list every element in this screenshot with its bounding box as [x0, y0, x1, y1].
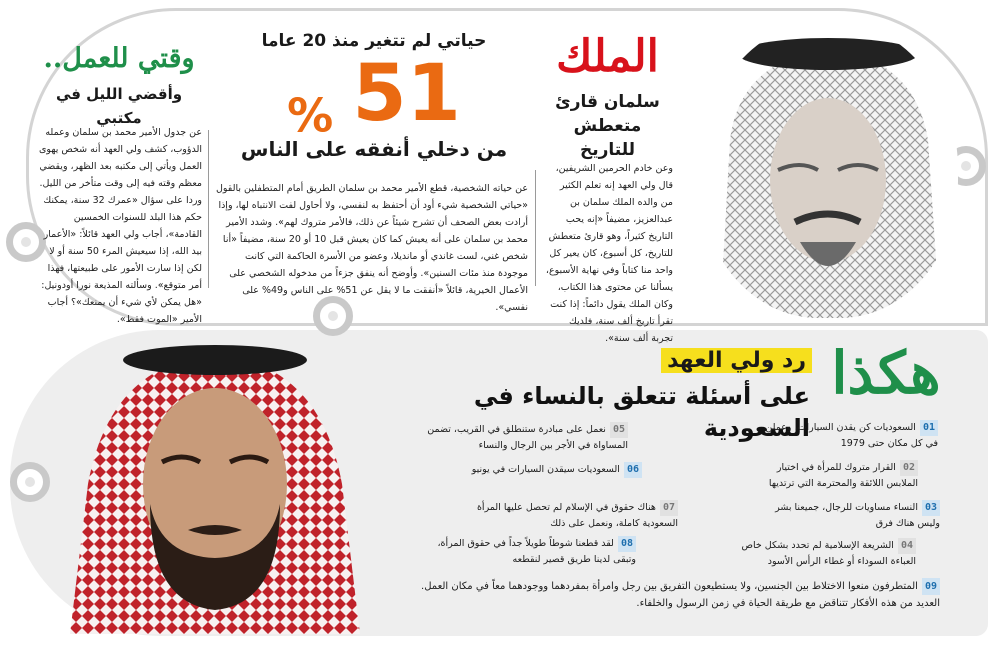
item-text: الشريعة الإسلامية لم تحدد بشكل خاص العباءة السوداء أو غطاء الرأس الأسود	[741, 540, 916, 567]
item-number: 06	[624, 462, 642, 478]
list-item	[470, 462, 642, 478]
column-divider	[535, 170, 536, 286]
lower-left-knob-ornament	[10, 462, 50, 502]
column-divider	[208, 130, 209, 288]
list-item	[412, 422, 628, 454]
item-number: 07	[660, 500, 678, 516]
item-text: نعمل على مبادرة ستنطلق في القريب، تضمن المساواة في الأجر بين الرجال والنساء	[427, 424, 628, 451]
item-number: 02	[900, 460, 918, 476]
item-text: القرار متروك للمرأة في اختيار الملابس اللائقة والمحترمة التي ترتديها	[768, 462, 918, 489]
prince-tag-wrap	[622, 346, 812, 376]
item-number: 08	[618, 536, 636, 552]
king-subheadline-1: سلمان قارئ	[555, 92, 660, 112]
king-body-text: وعن خادم الحرمين الشريفين، قال ولي العهد إنه تعلم الكثير من والده الملك سلمان بن عبدالعزيز، مضيفاً «إنه يحب التاريخ كثيراً، وهو قارئ متعطش للتاريخ، كل أسبوع، كان يعير كل واحد منا كتاباً وفي نهاية الأسبوع، يسألنا عن محتوى هذا الكتاب، وكان الملك يقول دائماً: إذا كنت تقرأ تاريخ ألف سنة، فلديك تجربة ألف سنة».	[545, 163, 673, 344]
king-subheadline-2: متعطش للتاريخ	[573, 116, 642, 160]
income-number: 51	[352, 49, 461, 139]
list-item	[752, 500, 940, 532]
item-text: السعوديات كن يقدن السيارات، وعملن في كل مكان حتى 1979	[765, 422, 938, 449]
prince-headline: على أسئلة تتعلق بالنساء في السعودية	[473, 382, 810, 442]
income-kicker: حياتي لم تتغير منذ 20 عاما	[261, 31, 487, 51]
item-text: النساء مساويات للرجال، جميعنا بشر وليس هناك فرق	[775, 502, 940, 529]
income-headline: من دخلي أنفقه على الناس	[240, 137, 508, 161]
prince-tag: رد ولي العهد	[661, 348, 812, 373]
prince-big-word: هكذا	[831, 339, 941, 407]
crown-prince-portrait	[70, 334, 360, 634]
work-body-text: عن جدول الأمير محمد بن سلمان وعمله الدؤوب، كشف ولي العهد أنه شخص يهوى العمل ويأتي إلى مكتبه بعد الظهر، ويقضي معظم وقته فيه إلى وقت متأخر من الليل. وردا على سؤال «عمرك 32 سنة، يمكنك حكم هذا البلد للسنوات الخمسين القادمة»، أجاب ولي العهد قائلاً: «الأعمار بيد الله، إذا سيعيش المرء 50 سنة أو لا لكن إذا سارت الأمور على طبيعتها، فهذا أمر متوقع». وسألته المذيعة نورا أودونيل: «هل يمكن لأي شيء أن يمنعك»؟ أجاب الأمير «الموت فقط».	[38, 127, 202, 325]
item-text: السعوديات سيقدن السيارات في يونيو	[471, 464, 620, 475]
work-headline: وقتي للعمل..	[43, 43, 195, 74]
income-section	[216, 28, 532, 164]
item-number: 09	[922, 578, 940, 595]
list-item	[752, 460, 918, 492]
work-subheadline: وأقضي الليل في مكتبي	[55, 85, 183, 127]
list-item	[450, 500, 678, 532]
list-item	[404, 578, 940, 612]
item-text: المتطرفون منعوا الاختلاط بين الجنسين، ولا يستطيعون التفريق بين رجل وامرأة بمفردهما ووجودهما معاً في مكان العمل. العديد من هذه الأفكار تتناقض مع طريقة الحياة في زمن الرسول والخلفاء.	[421, 581, 940, 609]
list-item	[740, 538, 916, 570]
list-item	[752, 420, 938, 452]
item-number: 04	[898, 538, 916, 554]
list-item	[412, 536, 636, 568]
king-section	[545, 30, 670, 162]
item-number: 03	[922, 500, 940, 516]
work-section	[38, 40, 200, 130]
income-figure	[216, 49, 532, 143]
income-percent-sign: %	[287, 88, 334, 143]
item-text: لقد قطعنا شوطاً طويلاً جداً في حقوق المرأة، وتبقى لدينا طريق قصير لنقطعه	[437, 538, 636, 565]
king-portrait	[700, 20, 958, 318]
king-headline: الملك	[556, 31, 659, 82]
item-number: 01	[920, 420, 938, 436]
income-body-text: عن حياته الشخصية، قطع الأمير محمد بن سلمان الطريق أمام المتطفلين بالقول «حياتي الشخصية شيء أود أن أحتفظ به لنفسي، ولا أحاول لفت الانتباه لها، وإذا أرادت بعض الصحف أن تشرح شيئاً عن ذلك، فالأمر متروك لهم». وشدد الأمير محمد بن سلمان على أنه يعيش كما كان يعيش قبل 10 أو 20 سنة، مضيفاً «أنا شخص غني، لست غاندي أو مانديلا، وعضو من الأسرة الحاكمة التي كانت موجودة منذ مئات السنين». وأوضح أنه ينفق جزءاً من مدخوله الشخصي على الأعمال الخيرية، قائلاً «أنفقت ما لا يقل عن 51% على الناس و49% على نفسي».	[215, 183, 528, 313]
item-number: 05	[610, 422, 628, 438]
item-text: هناك حقوق في الإسلام لم تحصل عليها المرأة السعودية كاملة، ونعمل على ذلك	[476, 502, 678, 529]
